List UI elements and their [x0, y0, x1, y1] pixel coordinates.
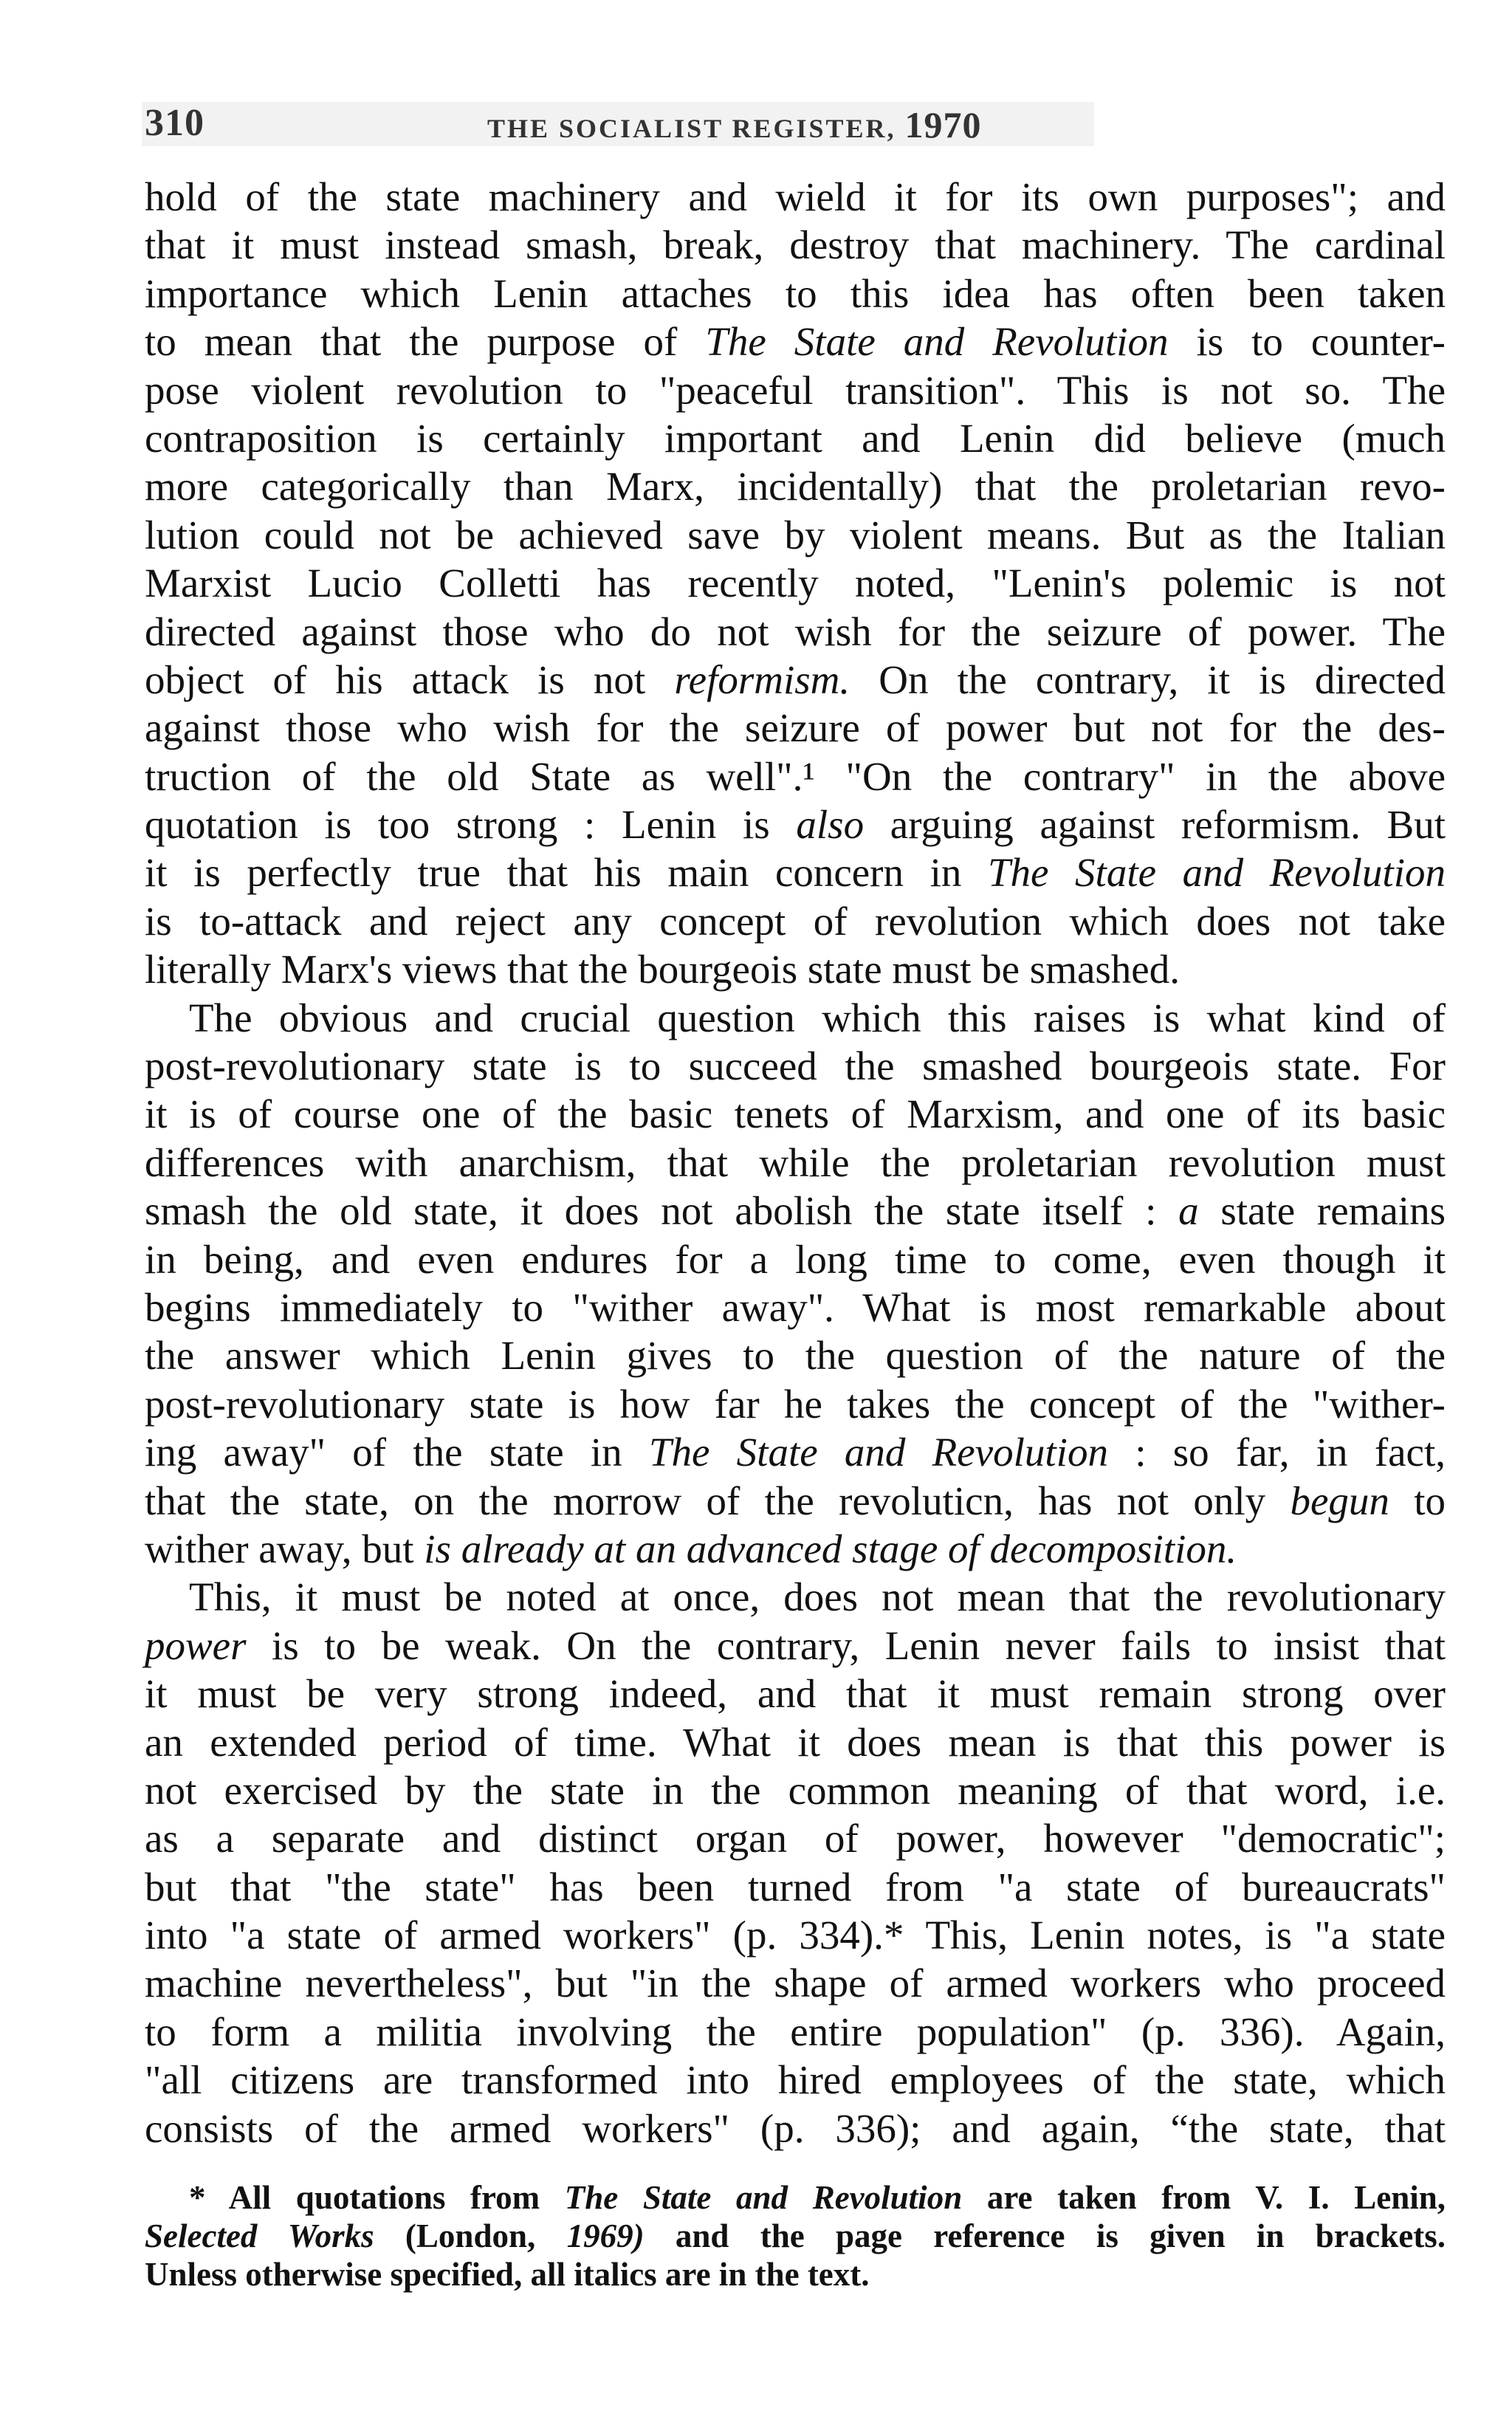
text-line: literally Marx's views that the bourgeois state must be smashed. — [145, 947, 1180, 992]
text-line: smash the old state, it does not abolish the state itself : a state remains — [145, 1188, 1446, 1234]
text-line: to mean that the purpose of The State and Revolution is to counter- — [145, 319, 1446, 365]
text-line: directed against those who do not wish for the seizure of power. The — [145, 608, 1446, 654]
italic-text: The State and Revolution — [705, 319, 1169, 365]
italic-text: The State and Revolution — [648, 1430, 1108, 1475]
text-line: the answer which Lenin gives to the question of the nature of the — [145, 1333, 1446, 1379]
text-line: importance which Lenin attaches to this idea has often been taken — [145, 270, 1446, 316]
text-line: it must be very strong indeed, and that it must remain strong over — [145, 1671, 1446, 1717]
italic-text: reformism. — [674, 656, 850, 702]
journal-year: 1970 — [904, 104, 982, 145]
text-line: against those who wish for the seizure of power but not for the des- — [145, 705, 1446, 751]
text-line: The obvious and crucial question which this raises is what kind of — [189, 995, 1446, 1040]
page-number: 310 — [145, 102, 205, 144]
journal-title: THE SOCIALIST REGISTER, — [487, 114, 896, 143]
text-line: is to-attack and reject any concept of revolution which does not take — [145, 898, 1446, 944]
text-line: into "a state of armed workers" (p. 334).* This, Lenin notes, is "a state — [145, 1912, 1446, 1958]
italic-text: also — [796, 802, 865, 848]
text-line: in being, and even endures for a long time to come, even though it — [145, 1236, 1446, 1282]
italic-text: a — [1178, 1188, 1199, 1234]
footnote-line: Selected Works (London, 1969) and the page reference is given in brackets. — [145, 2217, 1446, 2254]
text-line: wither away, but is already at an advanced stage of decomposition. — [145, 1526, 1237, 1571]
text-line: that it must instead smash, break, destroy that machinery. The cardinal — [145, 222, 1446, 268]
footnote-line: * All quotations from The State and Revolution are taken from V. I. Lenin, — [189, 2179, 1446, 2216]
text-line: truction of the old State as well".¹ "On the contrary" in the above — [145, 753, 1446, 799]
body-text — [145, 173, 1446, 2152]
text-line: post-revolutionary state is to succeed the smashed bourgeois state. For — [145, 1043, 1446, 1089]
text-line: it is perfectly true that his main concern in The State and Revolution — [145, 850, 1446, 896]
text-line: "all citizens are transformed into hired employees of the state, which — [145, 2057, 1446, 2103]
text-line: as a separate and distinct organ of power, however "democratic"; — [145, 1816, 1446, 1862]
footnote-line: Unless otherwise specified, all italics are in the text. — [145, 2256, 870, 2293]
text-line: Marxist Lucio Colletti has recently noted, "Lenin's polemic is not — [145, 560, 1446, 606]
italic-text: is already at an advanced stage of decomposition. — [424, 1526, 1237, 1571]
italic-text: The State and Revolution — [987, 850, 1446, 896]
text-line: machine nevertheless", but "in the shape of armed workers who proceed — [145, 1960, 1446, 2006]
text-line: pose violent revolution to "peaceful transition". This is not so. The — [145, 367, 1446, 413]
text-line: but that "the state" has been turned from "a state of bureaucrats" — [145, 1864, 1446, 1910]
italic-text: begun — [1290, 1478, 1389, 1523]
text-line: not exercised by the state in the common meaning of that word, i.e. — [145, 1767, 1446, 1813]
italic-text: 1969) — [566, 2217, 645, 2254]
text-line: it is of course one of the basic tenets of Marxism, and one of its basic — [145, 1091, 1446, 1137]
text-line: an extended period of time. What it does mean is that this power is — [145, 1719, 1446, 1765]
text-line: begins immediately to "wither away". What is most remarkable about — [145, 1284, 1446, 1330]
running-head — [487, 105, 982, 148]
text-line: This, it must be noted at once, does not mean that the revolutionary — [189, 1574, 1446, 1620]
text-line: hold of the state machinery and wield it for its own purposes"; and — [145, 174, 1446, 219]
footnote — [145, 2178, 1446, 2294]
text-line: post-revolutionary state is how far he takes the concept of the "wither- — [145, 1381, 1446, 1427]
text-line: contraposition is certainly important and Lenin did believe (much — [145, 415, 1446, 461]
text-line: differences with anarchism, that while the proletarian revolution must — [145, 1139, 1446, 1185]
italic-text: power — [145, 1622, 247, 1668]
text-line: ing away" of the state in The State and Revolution : so far, in fact, — [145, 1430, 1446, 1475]
italic-text: Selected Works — [145, 2217, 374, 2254]
text-line: to form a militia involving the entire population" (p. 336). Again, — [145, 2008, 1446, 2054]
text-line: object of his attack is not reformism. On the contrary, it is directed — [145, 656, 1446, 702]
text-line: more categorically than Marx, incidentally) that the proletarian revo- — [145, 464, 1446, 510]
text-line: consists of the armed workers" (p. 336); and again, “the state, that — [145, 2105, 1446, 2151]
italic-text: The State and Revolution — [564, 2179, 963, 2216]
text-line: lution could not be achieved save by violent means. But as the Italian — [145, 512, 1446, 558]
text-line: quotation is too strong : Lenin is also arguing against reformism. But — [145, 802, 1446, 848]
text-line: power is to be weak. On the contrary, Lenin never fails to insist that — [145, 1622, 1446, 1668]
text-line: that the state, on the morrow of the revoluticn, has not only begun to — [145, 1478, 1446, 1523]
